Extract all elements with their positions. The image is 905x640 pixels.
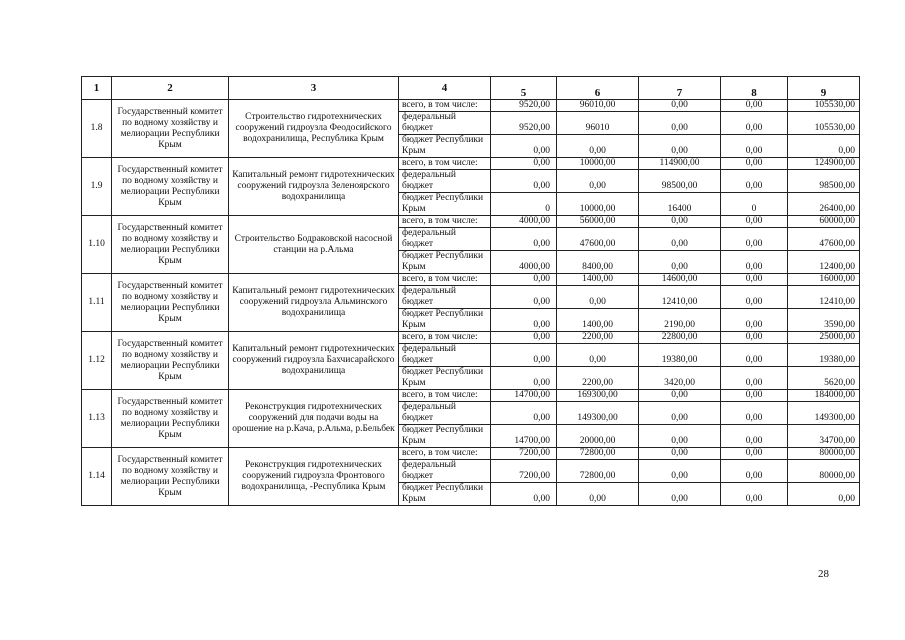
amount-cell: 47600,00 — [788, 228, 860, 251]
object-cell: Капитальный ремонт гидротехнических сооружений гидроузла Альминского водохранилища — [229, 274, 399, 332]
amount-cell: 0,00 — [557, 344, 639, 367]
amount-cell: 4000,00 — [491, 216, 557, 228]
funding-source: федеральный бюджет — [399, 170, 491, 193]
amount-cell: 96010,00 — [557, 100, 639, 112]
funding-source: федеральный бюджет — [399, 344, 491, 367]
amount-cell: 0,00 — [491, 274, 557, 286]
amount-cell: 0,00 — [639, 402, 721, 425]
amount-cell: 80000,00 — [788, 448, 860, 460]
amount-cell: 12400,00 — [788, 251, 860, 274]
amount-cell: 0,00 — [639, 216, 721, 228]
amount-cell: 0,00 — [721, 367, 788, 390]
amount-cell: 0,00 — [639, 483, 721, 506]
funding-source: федеральный бюджет — [399, 460, 491, 483]
amount-cell: 0,00 — [639, 251, 721, 274]
amount-cell: 0,00 — [491, 228, 557, 251]
amount-cell: 105530,00 — [788, 112, 860, 135]
amount-cell: 0,00 — [557, 170, 639, 193]
amount-cell: 98500,00 — [788, 170, 860, 193]
table-row — [82, 332, 860, 344]
header-cell: 4 — [399, 77, 491, 100]
amount-cell: 0,00 — [639, 135, 721, 158]
amount-cell: 7200,00 — [491, 448, 557, 460]
table-row — [82, 216, 860, 228]
amount-cell: 0,00 — [491, 483, 557, 506]
header-cell: 5 — [491, 77, 557, 100]
amount-cell: 0,00 — [639, 425, 721, 448]
amount-cell: 0,00 — [557, 286, 639, 309]
row-number: 1.10 — [82, 216, 112, 274]
amount-cell: 47600,00 — [557, 228, 639, 251]
amount-cell: 2200,00 — [557, 332, 639, 344]
amount-cell: 12410,00 — [639, 286, 721, 309]
amount-cell: 10000,00 — [557, 193, 639, 216]
amount-cell: 184000,00 — [788, 390, 860, 402]
table-row — [82, 100, 860, 112]
amount-cell: 0,00 — [557, 135, 639, 158]
amount-cell: 114900,00 — [639, 158, 721, 170]
amount-cell: 0,00 — [721, 274, 788, 286]
amount-cell: 0 — [721, 193, 788, 216]
amount-cell: 0,00 — [639, 390, 721, 402]
object-cell: Капитальный ремонт гидротехнических сооружений гидроузла Бахчисарайского водохранилища — [229, 332, 399, 390]
row-number: 1.12 — [82, 332, 112, 390]
amount-cell: 5620,00 — [788, 367, 860, 390]
amount-cell: 2200,00 — [557, 367, 639, 390]
amount-cell: 60000,00 — [788, 216, 860, 228]
amount-cell: 0,00 — [788, 135, 860, 158]
amount-cell: 14700,00 — [491, 390, 557, 402]
row-number: 1.14 — [82, 448, 112, 506]
budget-table — [81, 76, 860, 506]
amount-cell: 0,00 — [491, 402, 557, 425]
amount-cell: 105530,00 — [788, 100, 860, 112]
amount-cell: 0,00 — [557, 483, 639, 506]
amount-cell: 124900,00 — [788, 158, 860, 170]
amount-cell: 20000,00 — [557, 425, 639, 448]
header-cell: 2 — [112, 77, 229, 100]
amount-cell: 0,00 — [721, 309, 788, 332]
object-cell: Строительство Бодраковской насосной станции на р.Альма — [229, 216, 399, 274]
amount-cell: 0,00 — [721, 332, 788, 344]
funding-source: бюджет Республики Крым — [399, 251, 491, 274]
amount-cell: 149300,00 — [788, 402, 860, 425]
header-cell: 9 — [788, 77, 860, 100]
amount-cell: 149300,00 — [557, 402, 639, 425]
amount-cell: 7200,00 — [491, 460, 557, 483]
row-number: 1.11 — [82, 274, 112, 332]
amount-cell: 4000,00 — [491, 251, 557, 274]
amount-cell: 22800,00 — [639, 332, 721, 344]
funding-source: бюджет Республики Крым — [399, 309, 491, 332]
amount-cell: 25000,00 — [788, 332, 860, 344]
amount-cell: 0,00 — [721, 251, 788, 274]
amount-cell: 16400 — [639, 193, 721, 216]
amount-cell: 14700,00 — [491, 425, 557, 448]
amount-cell: 0,00 — [721, 100, 788, 112]
organization-cell: Государственный комитет по водному хозяйству и мелиорации Республики Крым — [112, 158, 229, 216]
amount-cell: 26400,00 — [788, 193, 860, 216]
table-row — [82, 274, 860, 286]
amount-cell: 10000,00 — [557, 158, 639, 170]
amount-cell: 16000,00 — [788, 274, 860, 286]
amount-cell: 0,00 — [721, 460, 788, 483]
amount-cell: 0,00 — [639, 112, 721, 135]
amount-cell: 0,00 — [491, 286, 557, 309]
amount-cell: 2190,00 — [639, 309, 721, 332]
amount-cell: 0,00 — [721, 425, 788, 448]
amount-cell: 19380,00 — [639, 344, 721, 367]
funding-source: всего, в том числе: — [399, 100, 491, 112]
amount-cell: 72800,00 — [557, 460, 639, 483]
funding-source: федеральный бюджет — [399, 112, 491, 135]
amount-cell: 0,00 — [721, 216, 788, 228]
amount-cell: 3420,00 — [639, 367, 721, 390]
amount-cell: 14600,00 — [639, 274, 721, 286]
object-cell: Реконструкция гидротехнических сооружений для подачи воды на орошение на р.Кача, р.Альма, р.Бельбек — [229, 390, 399, 448]
funding-source: бюджет Республики Крым — [399, 425, 491, 448]
amount-cell: 12410,00 — [788, 286, 860, 309]
amount-cell: 0,00 — [491, 158, 557, 170]
amount-cell: 0,00 — [721, 228, 788, 251]
header-cell: 7 — [639, 77, 721, 100]
amount-cell: 0,00 — [639, 100, 721, 112]
funding-source: всего, в том числе: — [399, 448, 491, 460]
funding-source: федеральный бюджет — [399, 402, 491, 425]
organization-cell: Государственный комитет по водному хозяйству и мелиорации Республики Крым — [112, 216, 229, 274]
amount-cell: 9520,00 — [491, 112, 557, 135]
amount-cell: 80000,00 — [788, 460, 860, 483]
amount-cell: 0,00 — [491, 309, 557, 332]
table-row — [82, 390, 860, 402]
organization-cell: Государственный комитет по водному хозяйству и мелиорации Республики Крым — [112, 100, 229, 158]
header-cell: 1 — [82, 77, 112, 100]
amount-cell: 0,00 — [491, 367, 557, 390]
organization-cell: Государственный комитет по водному хозяйству и мелиорации Республики Крым — [112, 448, 229, 506]
funding-source: всего, в том числе: — [399, 158, 491, 170]
header-row — [82, 77, 860, 100]
amount-cell: 0,00 — [721, 158, 788, 170]
amount-cell: 0,00 — [721, 170, 788, 193]
amount-cell: 34700,00 — [788, 425, 860, 448]
amount-cell: 56000,00 — [557, 216, 639, 228]
amount-cell: 9520,00 — [491, 100, 557, 112]
funding-source: всего, в том числе: — [399, 390, 491, 402]
table-row — [82, 448, 860, 460]
funding-source: бюджет Республики Крым — [399, 367, 491, 390]
amount-cell: 0,00 — [639, 228, 721, 251]
amount-cell: 0,00 — [491, 332, 557, 344]
object-cell: Строительство гидротехнических сооружений гидроузла Феодосийского водохранилища, Республика Крым — [229, 100, 399, 158]
row-number: 1.9 — [82, 158, 112, 216]
funding-source: всего, в том числе: — [399, 332, 491, 344]
row-number: 1.8 — [82, 100, 112, 158]
amount-cell: 72800,00 — [557, 448, 639, 460]
funding-source: бюджет Республики Крым — [399, 483, 491, 506]
amount-cell: 0,00 — [721, 402, 788, 425]
amount-cell: 3590,00 — [788, 309, 860, 332]
amount-cell: 0,00 — [721, 286, 788, 309]
table-body — [82, 77, 860, 506]
amount-cell: 0,00 — [721, 390, 788, 402]
amount-cell: 0 — [491, 193, 557, 216]
row-number: 1.13 — [82, 390, 112, 448]
amount-cell: 0,00 — [491, 344, 557, 367]
object-cell: Реконструкция гидротехнических сооружений гидроузла Фронтового водохранилища, -Республика Крым — [229, 448, 399, 506]
amount-cell: 0,00 — [721, 112, 788, 135]
funding-source: федеральный бюджет — [399, 286, 491, 309]
header-cell: 3 — [229, 77, 399, 100]
funding-source: федеральный бюджет — [399, 228, 491, 251]
amount-cell: 8400,00 — [557, 251, 639, 274]
amount-cell: 1400,00 — [557, 309, 639, 332]
organization-cell: Государственный комитет по водному хозяйству и мелиорации Республики Крым — [112, 274, 229, 332]
amount-cell: 0,00 — [788, 483, 860, 506]
amount-cell: 0,00 — [491, 170, 557, 193]
amount-cell: 0,00 — [721, 135, 788, 158]
funding-source: всего, в том числе: — [399, 216, 491, 228]
amount-cell: 96010 — [557, 112, 639, 135]
organization-cell: Государственный комитет по водному хозяйству и мелиорации Республики Крым — [112, 390, 229, 448]
page-number: 28 — [818, 568, 829, 580]
amount-cell: 0,00 — [721, 344, 788, 367]
funding-source: бюджет Республики Крым — [399, 193, 491, 216]
amount-cell: 0,00 — [721, 483, 788, 506]
amount-cell: 0,00 — [721, 448, 788, 460]
amount-cell: 19380,00 — [788, 344, 860, 367]
amount-cell: 0,00 — [491, 135, 557, 158]
amount-cell: 169300,00 — [557, 390, 639, 402]
amount-cell: 1400,00 — [557, 274, 639, 286]
amount-cell: 0,00 — [639, 448, 721, 460]
header-cell: 6 — [557, 77, 639, 100]
funding-source: всего, в том числе: — [399, 274, 491, 286]
object-cell: Капитальный ремонт гидротехнических сооружений гидроузла Зеленоярского водохранилища — [229, 158, 399, 216]
header-cell: 8 — [721, 77, 788, 100]
funding-source: бюджет Республики Крым — [399, 135, 491, 158]
table-row — [82, 158, 860, 170]
amount-cell: 0,00 — [639, 460, 721, 483]
organization-cell: Государственный комитет по водному хозяйству и мелиорации Республики Крым — [112, 332, 229, 390]
amount-cell: 98500,00 — [639, 170, 721, 193]
